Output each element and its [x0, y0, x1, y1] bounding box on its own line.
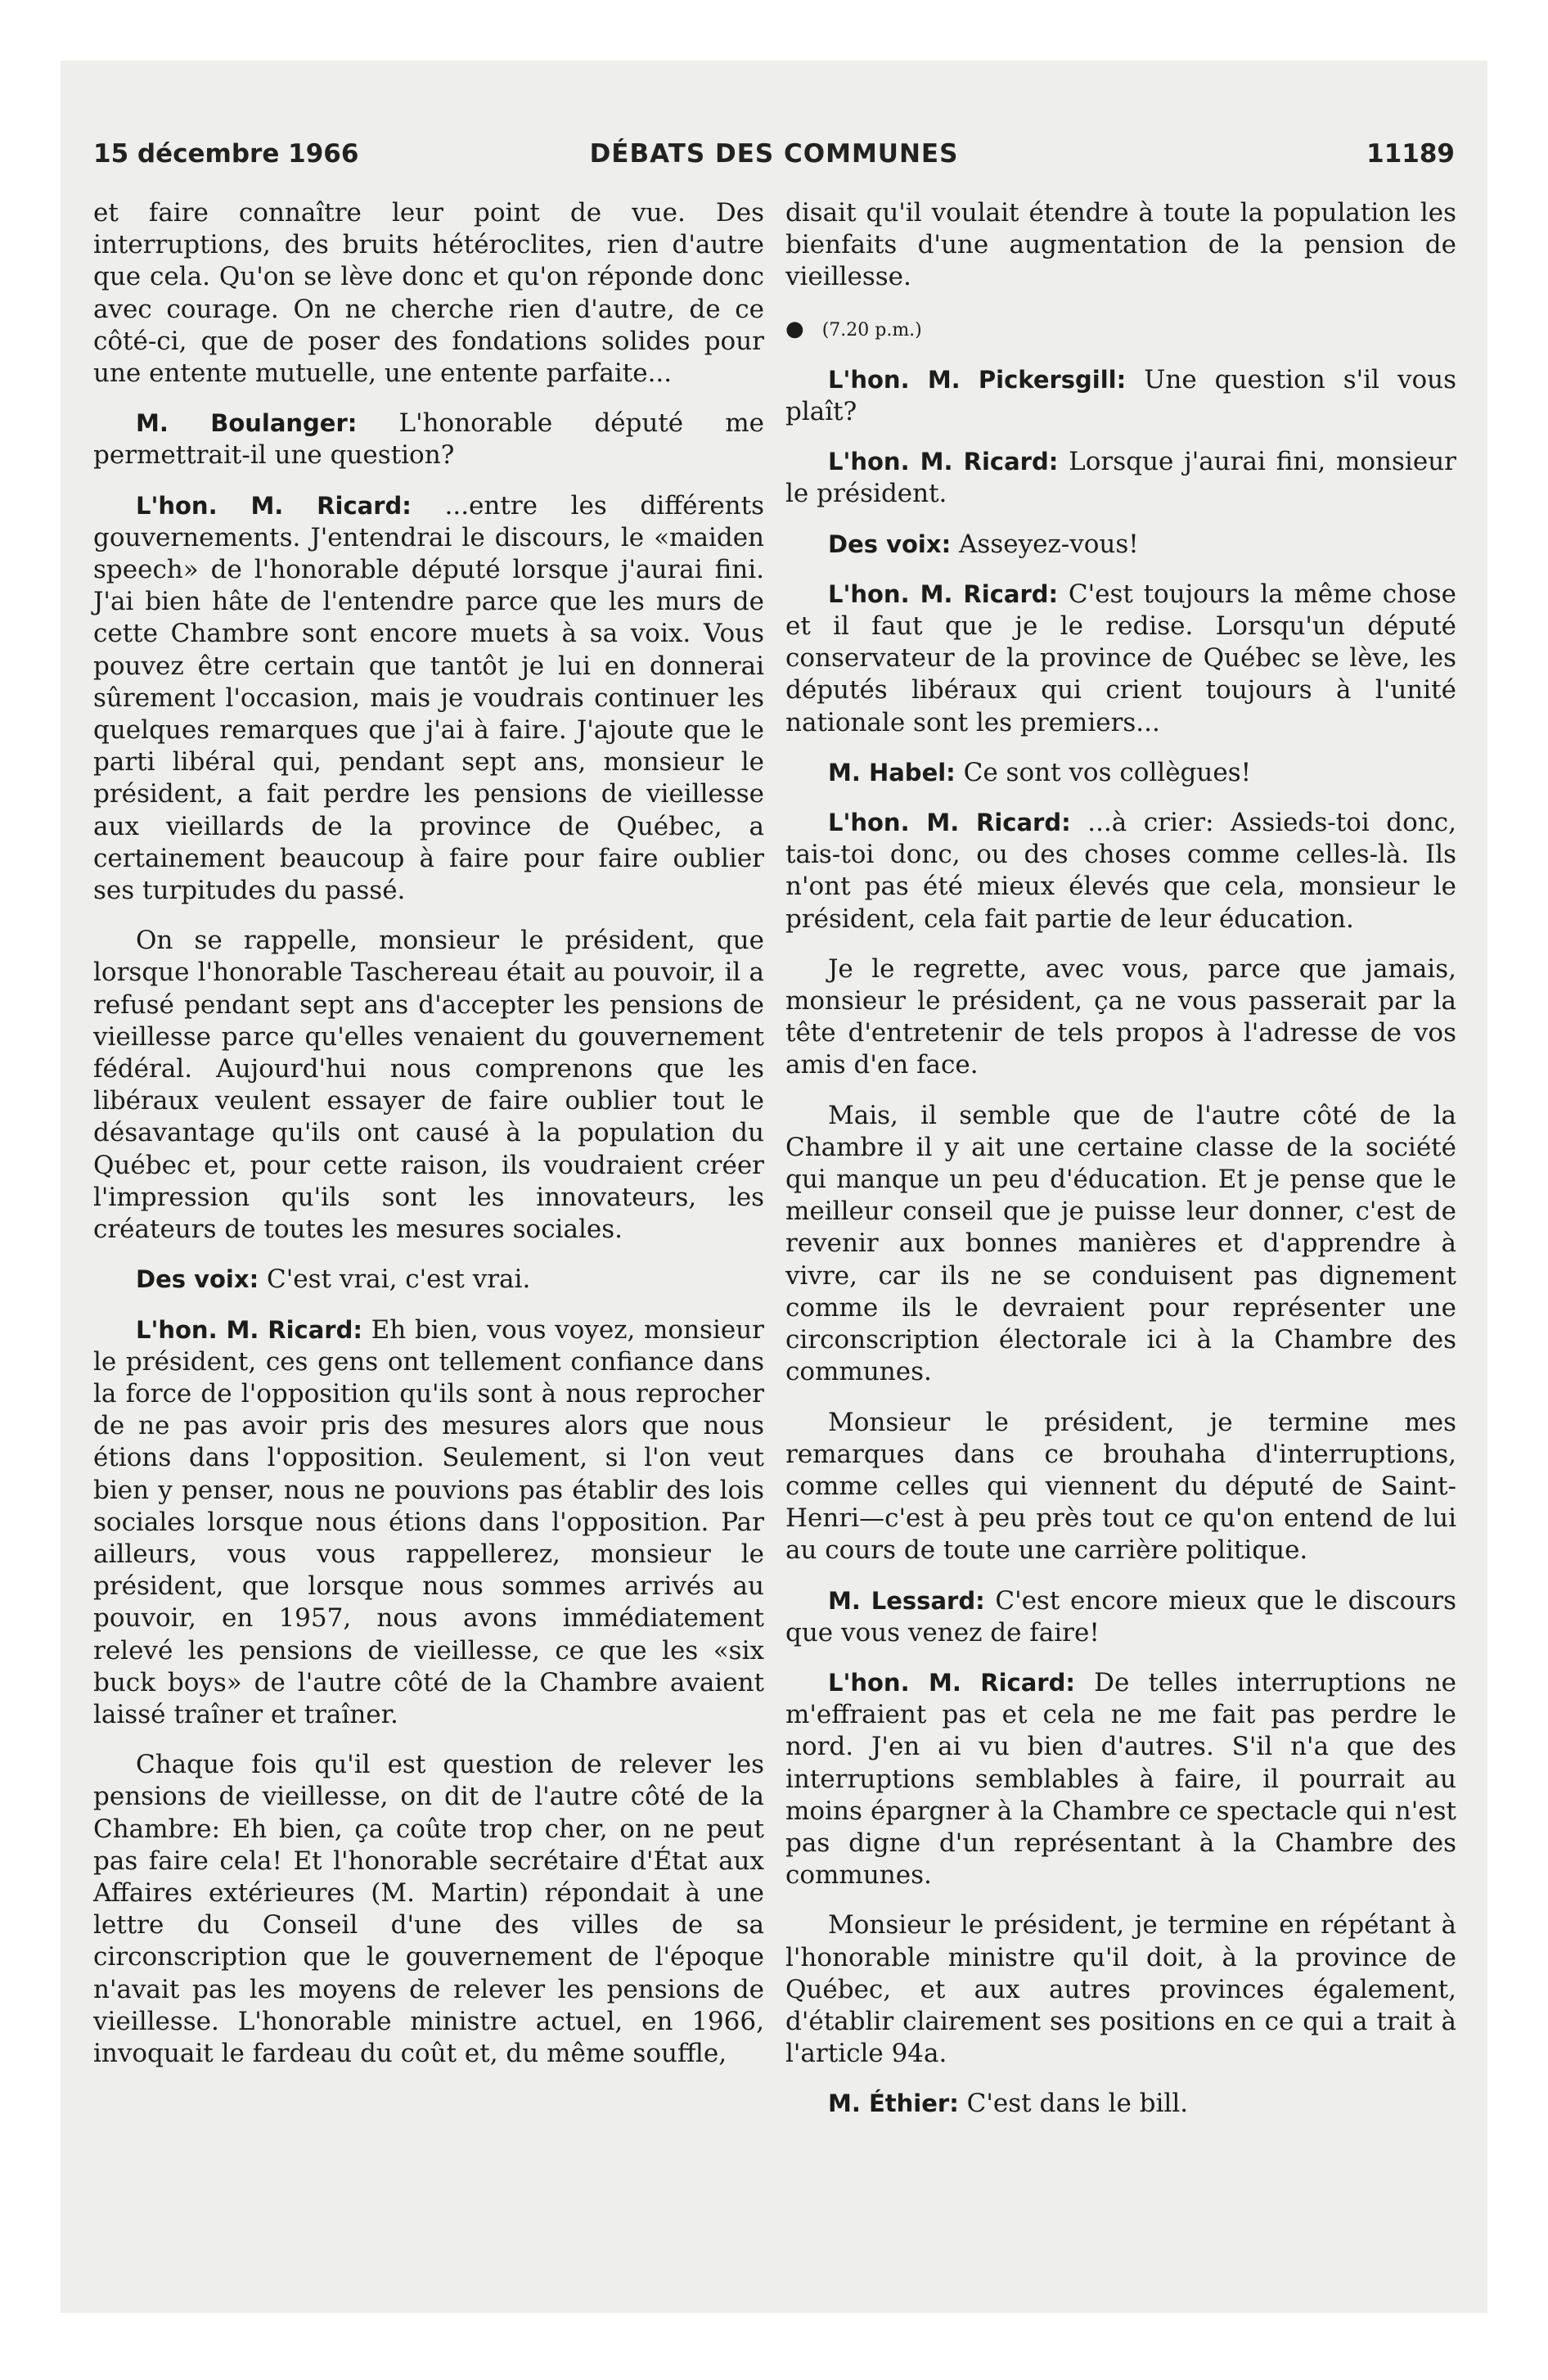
paragraph-text: ...à crier: Assieds-toi donc, tais-toi donc, ou des choses comme celles-là. Ils n'ont pas été mieux élevés que cela, monsieur le président, cela fait partie de leur éducation. [785, 808, 1456, 934]
paragraph [785, 953, 1456, 1082]
left-column [93, 197, 764, 2088]
speaker-name: Des voix: [828, 530, 952, 558]
speaker-name: L'hon. M. Ricard: [136, 491, 412, 520]
time-stamp: (7.20 p.m.) [821, 319, 922, 340]
paragraph-text: C'est dans le bill. [966, 2089, 1189, 2119]
paragraph [785, 446, 1456, 510]
speaker-name: M. Lessard: [828, 1586, 985, 1615]
paragraph-text: disait qu'il voulait étendre à toute la population les bienfaits d'une augmentation de la pension de vieillesse. [785, 198, 1456, 292]
paragraph [93, 490, 764, 908]
right-column [785, 197, 1456, 2139]
paragraph-text: L'honorable député me permettrait-il une question? [93, 408, 764, 471]
paragraph [93, 408, 764, 471]
paragraph [93, 1264, 764, 1296]
speaker-name: L'hon. M. Ricard: [828, 579, 1059, 608]
speaker-name: L'hon. M. Ricard: [828, 448, 1059, 476]
paragraph-text: C'est encore mieux que le discours que vous venez de faire! [785, 1585, 1456, 1648]
speaker-name: L'hon. M. Ricard: [136, 1315, 362, 1344]
paragraph [785, 364, 1456, 428]
paragraph-text: C'est toujours la même chose et il faut que je le redise. Lorsqu'un député conservateur de la province de Québec se lève, les députés libéraux qui crient toujours à l'unité nationale sont les premiers... [785, 579, 1456, 737]
bullet-icon: ● [785, 316, 804, 341]
paragraph-text: Chaque fois qu'il est question de relever les pensions de vieillesse, on dit de l'autre côté de la Chambre: Eh bien, ça coûte trop cher, on ne peut pas faire cela! Et l'honorable secrétaire d'État aux Affaires extérieures (M. Martin) répondait à une lettre du Conseil d'une des villes de sa circonscription que le gouvernement de l'époque n'avait pas les moyens de relever les pensions de vieillesse. L'honorable ministre actuel, en 1966, invoquait le fardeau du coût et, du même souffle, [93, 1750, 764, 2068]
paragraph-text: Lorsque j'aurai fini, monsieur le président. [785, 447, 1456, 509]
paragraph [785, 197, 1456, 294]
paragraph-text: On se rappelle, monsieur le président, que lorsque l'honorable Taschereau était au pouvoir, il a refusé pendant sept ans d'accepter les pensions de vieillesse parce qu'elles venaient du gouvernement fédéral. Aujourd'hui nous comprenons que les libéraux veulent essayer de faire oublier tout le désavantage qu'ils ont causé à la population du Québec et, pour cette raison, ils voudraient créer l'impression qu'ils sont les innovateurs, les créateurs de toutes les mesures sociales. [93, 926, 764, 1245]
speaker-name: Des voix: [136, 1265, 259, 1294]
paragraph-text: Asseyez-vous! [959, 529, 1139, 559]
paragraph-text: Ce sont vos collègues! [963, 757, 1252, 787]
speaker-name: M. Éthier: [828, 2089, 959, 2118]
paragraph [93, 197, 764, 390]
speaker-name: M. Habel: [828, 758, 956, 787]
paragraph [785, 1909, 1456, 2070]
paragraph [785, 579, 1456, 739]
paragraph [93, 925, 764, 1246]
paragraph [785, 1100, 1456, 1389]
speaker-name: L'hon. M. Ricard: [828, 809, 1071, 837]
header-date: 15 décembre 1966 [93, 139, 359, 169]
document-page [61, 61, 1487, 2313]
paragraph-text: Mais, il semble que de l'autre côté de la Chambre il y ait une certaine classe de la société qui manque un peu d'éducation. Et je pense que le meilleur conseil que je puisse leur donner, c'est de revenir aux bonnes manières et d'apprendre à vivre, car ils ne se conduisent pas dignement comme ils le devraient pour représenter une circonscription électorale ici à la Chambre des communes. [785, 1100, 1456, 1387]
paragraph-text: De telles interruptions ne m'effraient pas et cela ne me fait pas perdre le nord. J'en ai vu bien d'autres. S'il n'a que des interruptions semblables à faire, il pourrait au moins épargner à la Chambre ce spectacle qui n'est pas digne d'un représentant à la Chambre des communes. [785, 1667, 1456, 1891]
paragraph [785, 757, 1456, 789]
header-title: DÉBATS DES COMMUNES [589, 139, 959, 169]
paragraph-text: et faire connaître leur point de vue. Des interruptions, des bruits hétéroclites, rien d'autre que cela. Qu'on se lève donc et qu'on réponde donc avec courage. On ne cherche rien d'autre, de ce côté-ci, que de poser des fondations solides pour une entente mutuelle, une entente parfaite... [93, 198, 764, 389]
paragraph-text: Monsieur le président, je termine en répétant à l'honorable ministre qu'il doit, à la province de Québec, et aux autres provinces également, d'établir clairement ses positions en ce qui a trait à l'article 94a. [785, 1910, 1456, 2069]
speaker-name: L'hon. M. Pickersgill: [828, 365, 1127, 394]
paragraph [785, 2088, 1456, 2120]
header-page-number: 11189 [1366, 139, 1455, 169]
paragraph [93, 1314, 764, 1732]
paragraph-text: Monsieur le président, je termine mes remarques dans ce brouhaha d'interruptions, comme celles qui viennent du député de Saint-Henri—c'est à peu près tout ce qu'on entend de lui au cours de toute une carrière politique. [785, 1407, 1456, 1566]
paragraph-text: Je le regrette, avec vous, parce que jamais, monsieur le président, ça ne vous passerait par la tête d'entretenir de tels propos à l'adresse de vos amis d'en face. [785, 953, 1456, 1080]
page-header [93, 139, 1455, 185]
paragraph [785, 529, 1456, 561]
paragraph [785, 1667, 1456, 1891]
speaker-name: M. Boulanger: [136, 409, 358, 438]
paragraph [785, 1407, 1456, 1567]
paragraph-text: Une question s'il vous plaît? [785, 364, 1457, 427]
time-marker [785, 312, 1456, 346]
paragraph [785, 807, 1456, 935]
paragraph-text: ...entre les différents gouvernements. J'entendrai le discours, le «maiden speech» de l'honorable député lorsque j'aurai fini. J'ai bien hâte de l'entendre parce que les murs de cette Chambre sont encore muets à sa voix. Vous pouvez être certain que tantôt je lui en donnerai sûrement l'occasion, mais je voudrais continuer les quelques remarques que j'ai à faire. J'ajoute que le parti libéral qui, pendant sept ans, monsieur le président, a fait perdre les pensions de vieillesse aux vieillards de la province de Québec, a certainement beaucoup à faire pour faire oublier ses turpitudes du passé. [93, 490, 764, 906]
paragraph [93, 1749, 764, 2070]
speaker-name: L'hon. M. Ricard: [828, 1668, 1075, 1697]
paragraph-text: C'est vrai, c'est vrai. [267, 1264, 531, 1295]
paragraph [785, 1585, 1456, 1649]
paragraph-text: Eh bien, vous voyez, monsieur le président, ces gens ont tellement confiance dans la force de l'opposition qu'ils sont à nous reprocher de ne pas avoir pris des mesures alors que nous étions dans l'opposition. Seulement, si l'on veut bien y penser, nous ne pouvions pas établir des lois sociales lorsque nous étions dans l'opposition. Par ailleurs, vous vous rappellerez, monsieur le président, que lorsque nous sommes arrivés au pouvoir, en 1957, nous avons immédiatement relevé les pensions de vieillesse, ce que les «six buck boys» de l'autre côté de la Chambre avaient laissé traîner et traîner. [93, 1314, 764, 1729]
